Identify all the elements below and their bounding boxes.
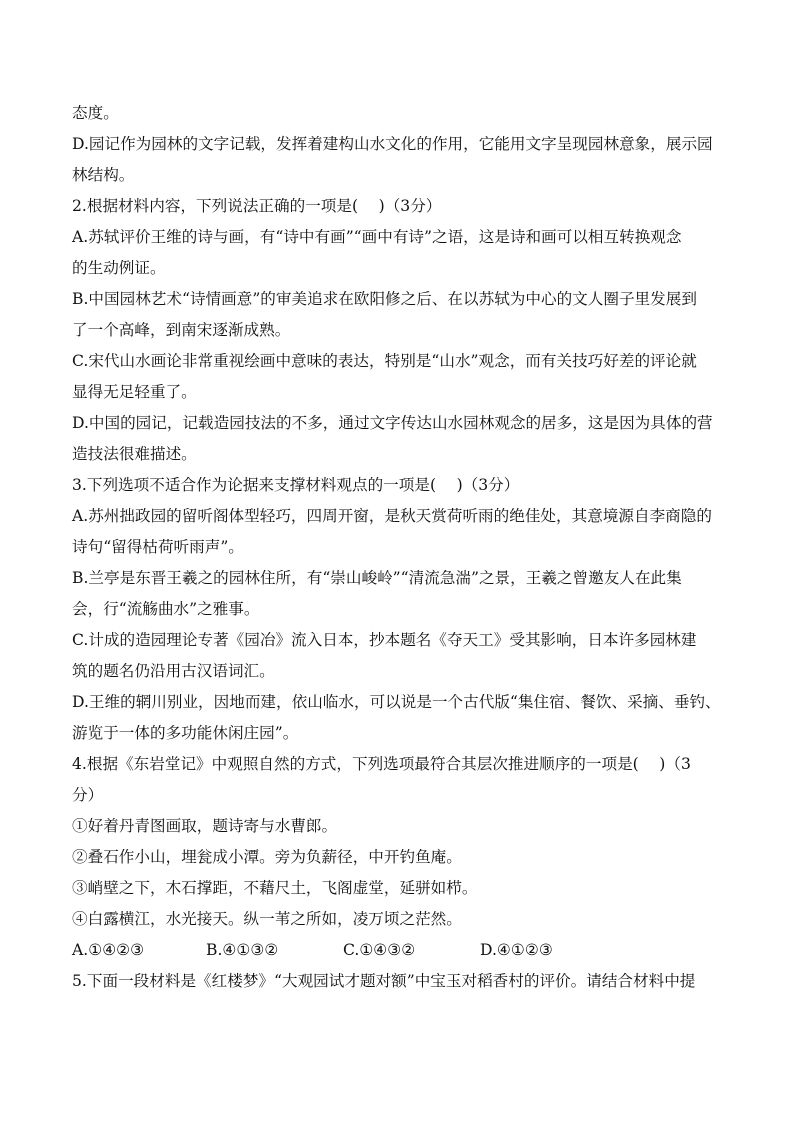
text-line: 会，行“流觞曲水”之雅事。 <box>72 600 260 618</box>
text-line: 的生动例证。 <box>72 259 166 277</box>
question-5-stem: 5.下面一段材料是《红楼梦》“大观园试才题对额”中宝玉对稻香村的评价。请结合材料中提 <box>72 972 696 990</box>
text-line: B.中国园林艺术“诗情画意”的审美追求在欧阳修之后、在以苏轼为中心的文人圈子里发展到 <box>72 290 697 308</box>
option-c: C.①④③② <box>343 941 416 959</box>
text-line: 态度。 <box>72 104 119 122</box>
text-line: 造技法很难描述。 <box>72 445 197 463</box>
text-line: 分） <box>72 786 104 804</box>
question-3-stem: 3.下列选项不适合作为论据来支撑材料观点的一项是( )（3分） <box>72 476 520 494</box>
text-line: ④白露横江，水光接天。纵一苇之所如，凌万顷之茫然。 <box>72 910 462 928</box>
text-line: 林结构。 <box>72 166 135 184</box>
question-2-stem: 2.根据材料内容，下列说法正确的一项是( )（3分） <box>72 197 442 215</box>
text-line: B.兰亭是东晋王羲之的园林住所，有“崇山峻岭”“清流急湍”之景，王羲之曾邀友人在此集 <box>72 569 682 587</box>
document-page <box>72 98 732 997</box>
answer-options <box>72 935 732 966</box>
option-a: A.①④②③ <box>72 941 145 959</box>
text-line: C.计成的造园理论专著《园冶》流入日本，抄本题名《夺天工》受其影响，日本许多园林建 <box>72 631 697 649</box>
text-line: 筑的题名仍沿用古汉语词汇。 <box>72 662 275 680</box>
text-line: ③峭壁之下，木石撑距，不藉尺土，飞阁虚堂，延骈如栉。 <box>72 879 478 897</box>
question-4-stem: 4.根据《东岩堂记》中观照自然的方式，下列选项最符合其层次推进顺序的一项是( )（3 <box>72 755 691 773</box>
text-line: C.宋代山水画论非常重视绘画中意味的表达，特别是“山水”观念，而有关技巧好差的评论就 <box>72 352 697 370</box>
text-line: ②叠石作小山，埋瓮成小潭。旁为负薪径，中开钓鱼庵。 <box>72 848 462 866</box>
option-d: D.④①②③ <box>480 941 553 959</box>
option-b: B.④①③② <box>206 941 279 959</box>
text-line: 诗句“留得枯荷听雨声”。 <box>72 538 244 556</box>
text-line: D.王维的辋川别业，因地而建，依山临水，可以说是一个古代版“集住宿、餐饮、采摘、垂钓、 <box>72 693 721 711</box>
text-line: A.苏轼评价王维的诗与画，有“诗中有画”“画中有诗”之语，这是诗和画可以相互转换观念 <box>72 228 682 246</box>
text-line: A.苏州拙政园的留听阁体型轻巧，四周开窗，是秋天赏荷听雨的绝佳处，其意境源自李商隐的 <box>72 507 712 525</box>
text-line: ①好着丹青图画取，题诗寄与水曹郎。 <box>72 817 338 835</box>
text-line: 了一个高峰，到南宋逐渐成熟。 <box>72 321 291 339</box>
text-line: 显得无足轻重了。 <box>72 383 197 401</box>
text-line: D.中国的园记，记载造园技法的不多，通过文字传达山水园林观念的居多，这是因为具体的营 <box>72 414 713 432</box>
text-line: D.园记作为园林的文字记载，发挥着建构山水文化的作用，它能用文字呈现园林意象，展示园 <box>72 135 713 153</box>
text-line: 游览于一体的多功能休闲庄园”。 <box>72 724 299 742</box>
